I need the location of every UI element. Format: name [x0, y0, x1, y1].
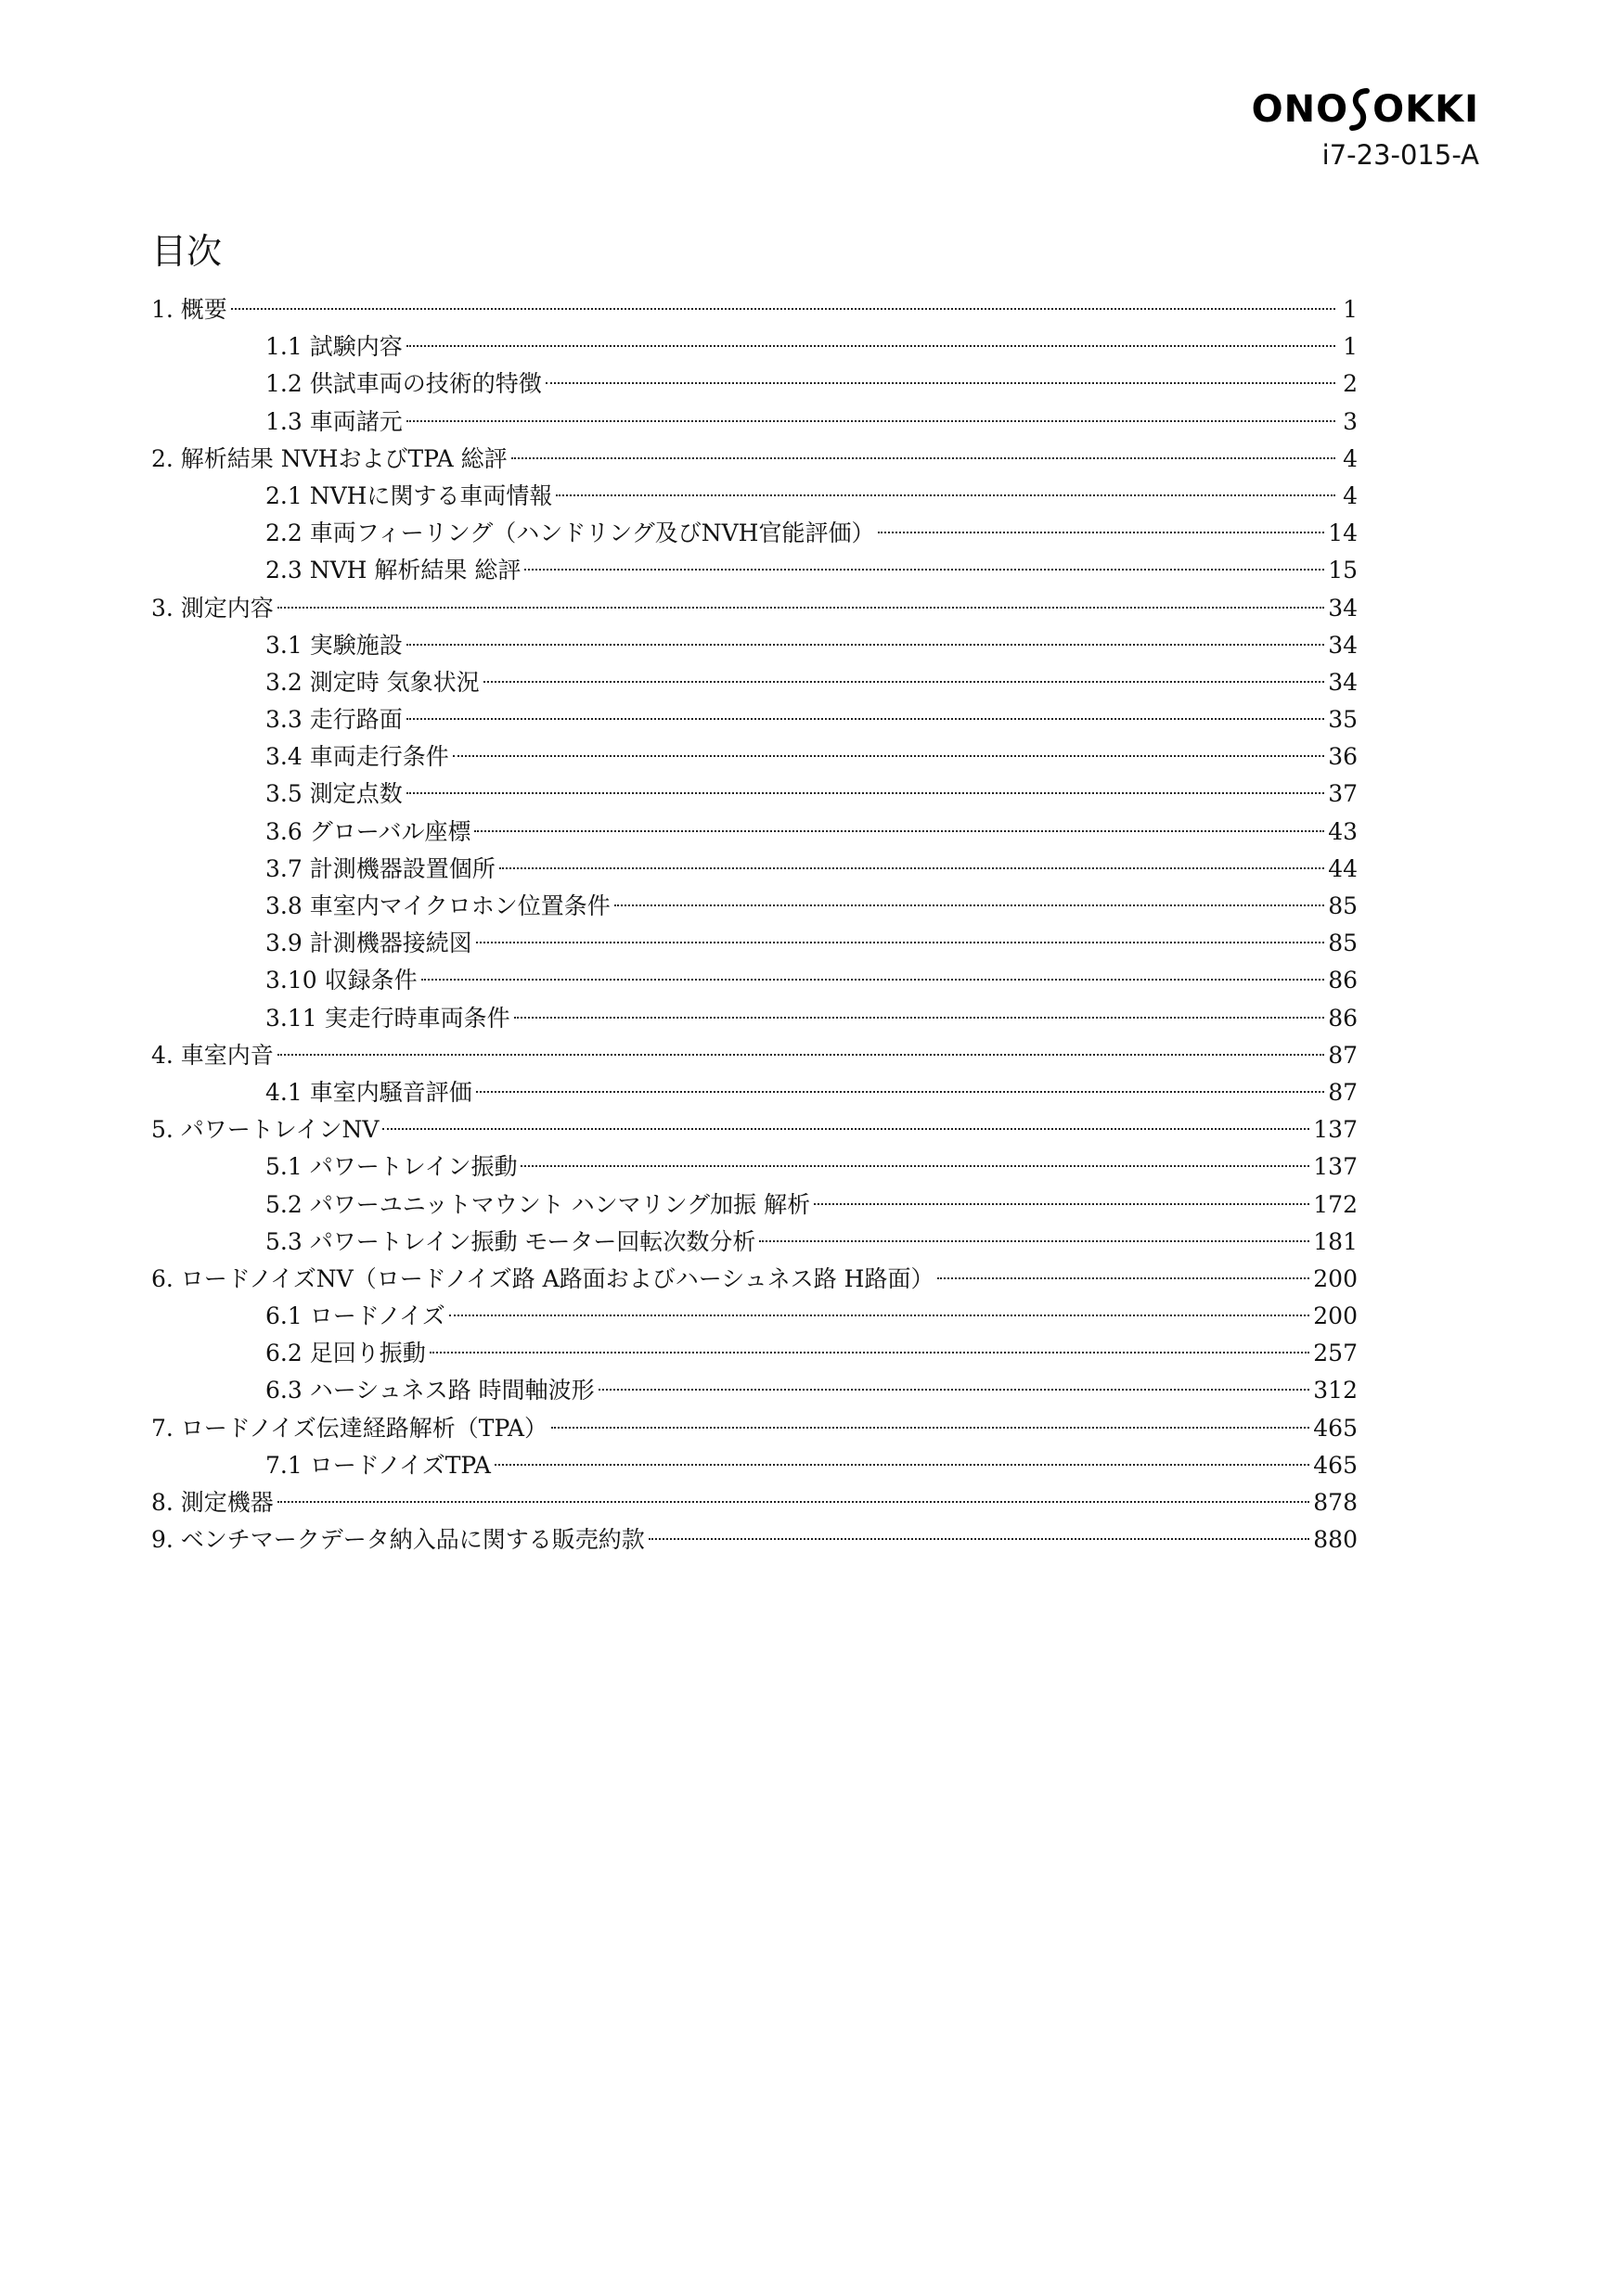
toc-entry[interactable] — [151, 664, 1358, 701]
toc-entry[interactable] — [151, 925, 1358, 962]
toc-dot-leader — [406, 644, 1324, 646]
toc-entry[interactable] — [151, 851, 1358, 888]
toc-entry-page: 34 — [1328, 668, 1358, 696]
toc-entry[interactable] — [151, 888, 1358, 925]
toc-entry-label: 3.7 計測機器設置個所 — [265, 854, 496, 882]
logo-s-mark-icon — [1348, 88, 1372, 131]
toc-entry-label: 3.11 実走行時車両条件 — [265, 1004, 510, 1032]
toc-entry[interactable] — [151, 590, 1358, 627]
toc-dot-leader — [231, 308, 1335, 310]
toc-entry[interactable] — [151, 1447, 1358, 1484]
toc-entry-page: 86 — [1328, 1004, 1358, 1032]
toc-entry-page: 85 — [1328, 930, 1358, 957]
toc-entry-label: 4. 車室内音 — [151, 1041, 274, 1069]
toc-entry-page: 137 — [1313, 1116, 1358, 1144]
toc-entry-label: 7.1 ロードノイズTPA — [265, 1451, 491, 1479]
toc-entry-page: 4 — [1343, 444, 1358, 472]
toc-entry-label: 3.8 車室内マイクロホン位置条件 — [265, 892, 611, 919]
toc-entry[interactable] — [151, 1037, 1358, 1074]
toc-dot-leader — [406, 420, 1335, 422]
toc-entry-label: 5.2 パワーユニットマウント ハンマリング加振 解析 — [265, 1190, 811, 1218]
document-id: i7-23-015-A — [1321, 139, 1479, 171]
toc-entry-page: 87 — [1328, 1041, 1358, 1069]
toc-entry[interactable] — [151, 814, 1358, 851]
toc-entry-page: 34 — [1328, 631, 1358, 659]
toc-entry[interactable] — [151, 701, 1358, 738]
toc-entry[interactable] — [151, 1111, 1358, 1148]
toc-entry[interactable] — [151, 1148, 1358, 1186]
toc-entry[interactable] — [151, 1372, 1358, 1409]
toc-entry-page: 34 — [1328, 594, 1358, 622]
toc-entry-page: 15 — [1328, 557, 1358, 584]
toc-dot-leader — [406, 718, 1324, 720]
toc-dot-leader — [814, 1203, 1309, 1205]
toc-entry-label: 6.3 ハーシュネス路 時間軸波形 — [265, 1377, 595, 1405]
toc-entry-page: 43 — [1328, 817, 1358, 845]
toc-entry-page: 172 — [1313, 1190, 1358, 1218]
toc-dot-leader — [521, 1165, 1309, 1167]
toc-entry-label: 5.3 パワートレイン振動 モーター回転次数分析 — [265, 1227, 756, 1255]
toc-entry[interactable] — [151, 478, 1358, 515]
toc-entry-label: 6.2 足回り振動 — [265, 1340, 426, 1367]
toc-entry-label: 3. 測定内容 — [151, 594, 274, 622]
toc-dot-leader — [937, 1277, 1309, 1279]
toc-dot-leader — [499, 867, 1324, 869]
toc-entry-label: 4.1 車室内騒音評価 — [265, 1078, 472, 1106]
toc-entry-label: 9. ベンチマークデータ納入品に関する販売約款 — [151, 1526, 645, 1554]
toc-dot-leader — [277, 1054, 1324, 1056]
toc-entry-label: 5.1 パワートレイン振動 — [265, 1153, 518, 1181]
toc-entry[interactable] — [151, 738, 1358, 776]
toc-entry[interactable] — [151, 552, 1358, 589]
toc-entry-label: 1.3 車両諸元 — [265, 407, 403, 435]
toc-entry-label: 2.1 NVHに関する車両情報 — [265, 481, 553, 509]
toc-dot-leader — [421, 979, 1325, 981]
toc-dot-leader — [546, 382, 1335, 384]
toc-entry[interactable] — [151, 441, 1358, 478]
toc-dot-leader — [449, 1315, 1310, 1316]
toc-entry-label: 3.4 車両走行条件 — [265, 743, 449, 771]
toc-dot-leader — [649, 1538, 1309, 1540]
toc-entry-page: 200 — [1313, 1264, 1358, 1292]
toc-entry[interactable] — [151, 1261, 1358, 1298]
toc-entry[interactable] — [151, 1000, 1358, 1037]
toc-entry-label: 2. 解析結果 NVHおよびTPA 総評 — [151, 444, 508, 472]
toc-dot-leader — [382, 1128, 1309, 1130]
toc-entry[interactable] — [151, 1521, 1358, 1558]
toc-entry-label: 1.2 供試車両の技術的特徴 — [265, 370, 542, 398]
toc-entry-page: 1 — [1343, 333, 1358, 361]
toc-entry-label: 3.3 走行路面 — [265, 706, 403, 734]
toc-entry-page: 200 — [1313, 1302, 1358, 1330]
toc-entry-page: 137 — [1313, 1153, 1358, 1181]
toc-entry[interactable] — [151, 328, 1358, 366]
toc-entry-page: 14 — [1328, 519, 1358, 547]
toc-dot-leader — [759, 1240, 1309, 1242]
toc-entry-page: 880 — [1313, 1526, 1358, 1554]
toc-entry[interactable] — [151, 776, 1358, 813]
toc-entry-page: 37 — [1328, 780, 1358, 808]
toc-entry-page: 465 — [1313, 1451, 1358, 1479]
company-logo — [1252, 89, 1479, 130]
toc-entry-page: 312 — [1313, 1377, 1358, 1405]
toc-entry[interactable] — [151, 1224, 1358, 1261]
toc-entry[interactable] — [151, 515, 1358, 552]
toc-entry-label: 5. パワートレインNV — [151, 1116, 380, 1144]
toc-dot-leader — [599, 1389, 1310, 1391]
toc-entry-label: 1.1 試験内容 — [265, 333, 403, 361]
toc-entry-label: 3.6 グローバル座標 — [265, 817, 471, 845]
toc-entry[interactable] — [151, 1484, 1358, 1521]
toc-entry-page: 36 — [1328, 743, 1358, 771]
toc-entry-page: 87 — [1328, 1078, 1358, 1106]
toc-dot-leader — [878, 532, 1324, 533]
toc-entry[interactable] — [151, 291, 1358, 328]
toc-dot-leader — [614, 904, 1324, 906]
toc-entry-page: 86 — [1328, 967, 1358, 994]
toc-entry-page: 257 — [1313, 1340, 1358, 1367]
toc-dot-leader — [483, 681, 1325, 683]
toc-dot-leader — [277, 607, 1324, 609]
toc-entry[interactable] — [151, 1186, 1358, 1224]
toc-entry[interactable] — [151, 1335, 1358, 1372]
toc-dot-leader — [476, 1091, 1324, 1093]
toc-entry-page: 44 — [1328, 854, 1358, 882]
toc-title: 目次 — [151, 231, 223, 273]
toc-entry-page: 35 — [1328, 706, 1358, 734]
table-of-contents — [151, 291, 1358, 1558]
toc-entry-label: 3.1 実験施設 — [265, 631, 403, 659]
toc-dot-leader — [406, 345, 1335, 347]
toc-entry[interactable] — [151, 1074, 1358, 1111]
toc-entry[interactable] — [151, 1298, 1358, 1335]
toc-dot-leader — [406, 792, 1324, 794]
toc-entry-label: 1. 概要 — [151, 296, 227, 323]
toc-dot-leader — [524, 569, 1324, 571]
toc-entry-page: 2 — [1343, 370, 1358, 398]
toc-entry-label: 2.2 車両フィーリング（ハンドリング及びNVH官能評価） — [265, 519, 875, 547]
toc-entry[interactable] — [151, 366, 1358, 403]
toc-entry-label: 6.1 ロードノイズ — [265, 1302, 445, 1330]
toc-entry-page: 465 — [1313, 1414, 1358, 1442]
toc-entry[interactable] — [151, 404, 1358, 441]
toc-dot-leader — [495, 1464, 1309, 1466]
toc-entry-label: 3.10 収録条件 — [265, 967, 418, 994]
toc-entry-label: 6. ロードノイズNV（ロードノイズ路 A路面およびハーシュネス路 H路面） — [151, 1264, 934, 1292]
toc-entry-label: 7. ロードノイズ伝達経路解析（TPA） — [151, 1414, 548, 1442]
toc-dot-leader — [511, 457, 1335, 459]
toc-entry-label: 3.5 測定点数 — [265, 780, 403, 808]
logo-text-right: OKKI — [1372, 88, 1479, 131]
toc-entry-label: 3.2 測定時 気象状況 — [265, 668, 480, 696]
toc-entry-label: 2.3 NVH 解析結果 総評 — [265, 557, 522, 584]
toc-dot-leader — [474, 830, 1324, 832]
toc-dot-leader — [277, 1501, 1309, 1503]
toc-entry-page: 3 — [1343, 407, 1358, 435]
toc-dot-leader — [476, 942, 1324, 943]
toc-entry-label: 8. 測定機器 — [151, 1489, 274, 1516]
toc-dot-leader — [551, 1427, 1309, 1429]
toc-entry-page: 878 — [1313, 1489, 1358, 1516]
toc-dot-leader — [453, 755, 1324, 757]
toc-entry-page: 4 — [1343, 481, 1358, 509]
toc-dot-leader — [514, 1017, 1325, 1019]
toc-entry-page: 181 — [1313, 1227, 1358, 1255]
toc-entry-page: 85 — [1328, 892, 1358, 919]
toc-dot-leader — [556, 494, 1335, 496]
toc-entry[interactable] — [151, 627, 1358, 664]
logo-text-left: ONO — [1251, 88, 1349, 131]
toc-entry-page: 1 — [1343, 296, 1358, 323]
toc-entry[interactable] — [151, 1410, 1358, 1447]
toc-entry-label: 3.9 計測機器接続図 — [265, 930, 472, 957]
toc-entry[interactable] — [151, 962, 1358, 999]
toc-dot-leader — [430, 1352, 1310, 1353]
